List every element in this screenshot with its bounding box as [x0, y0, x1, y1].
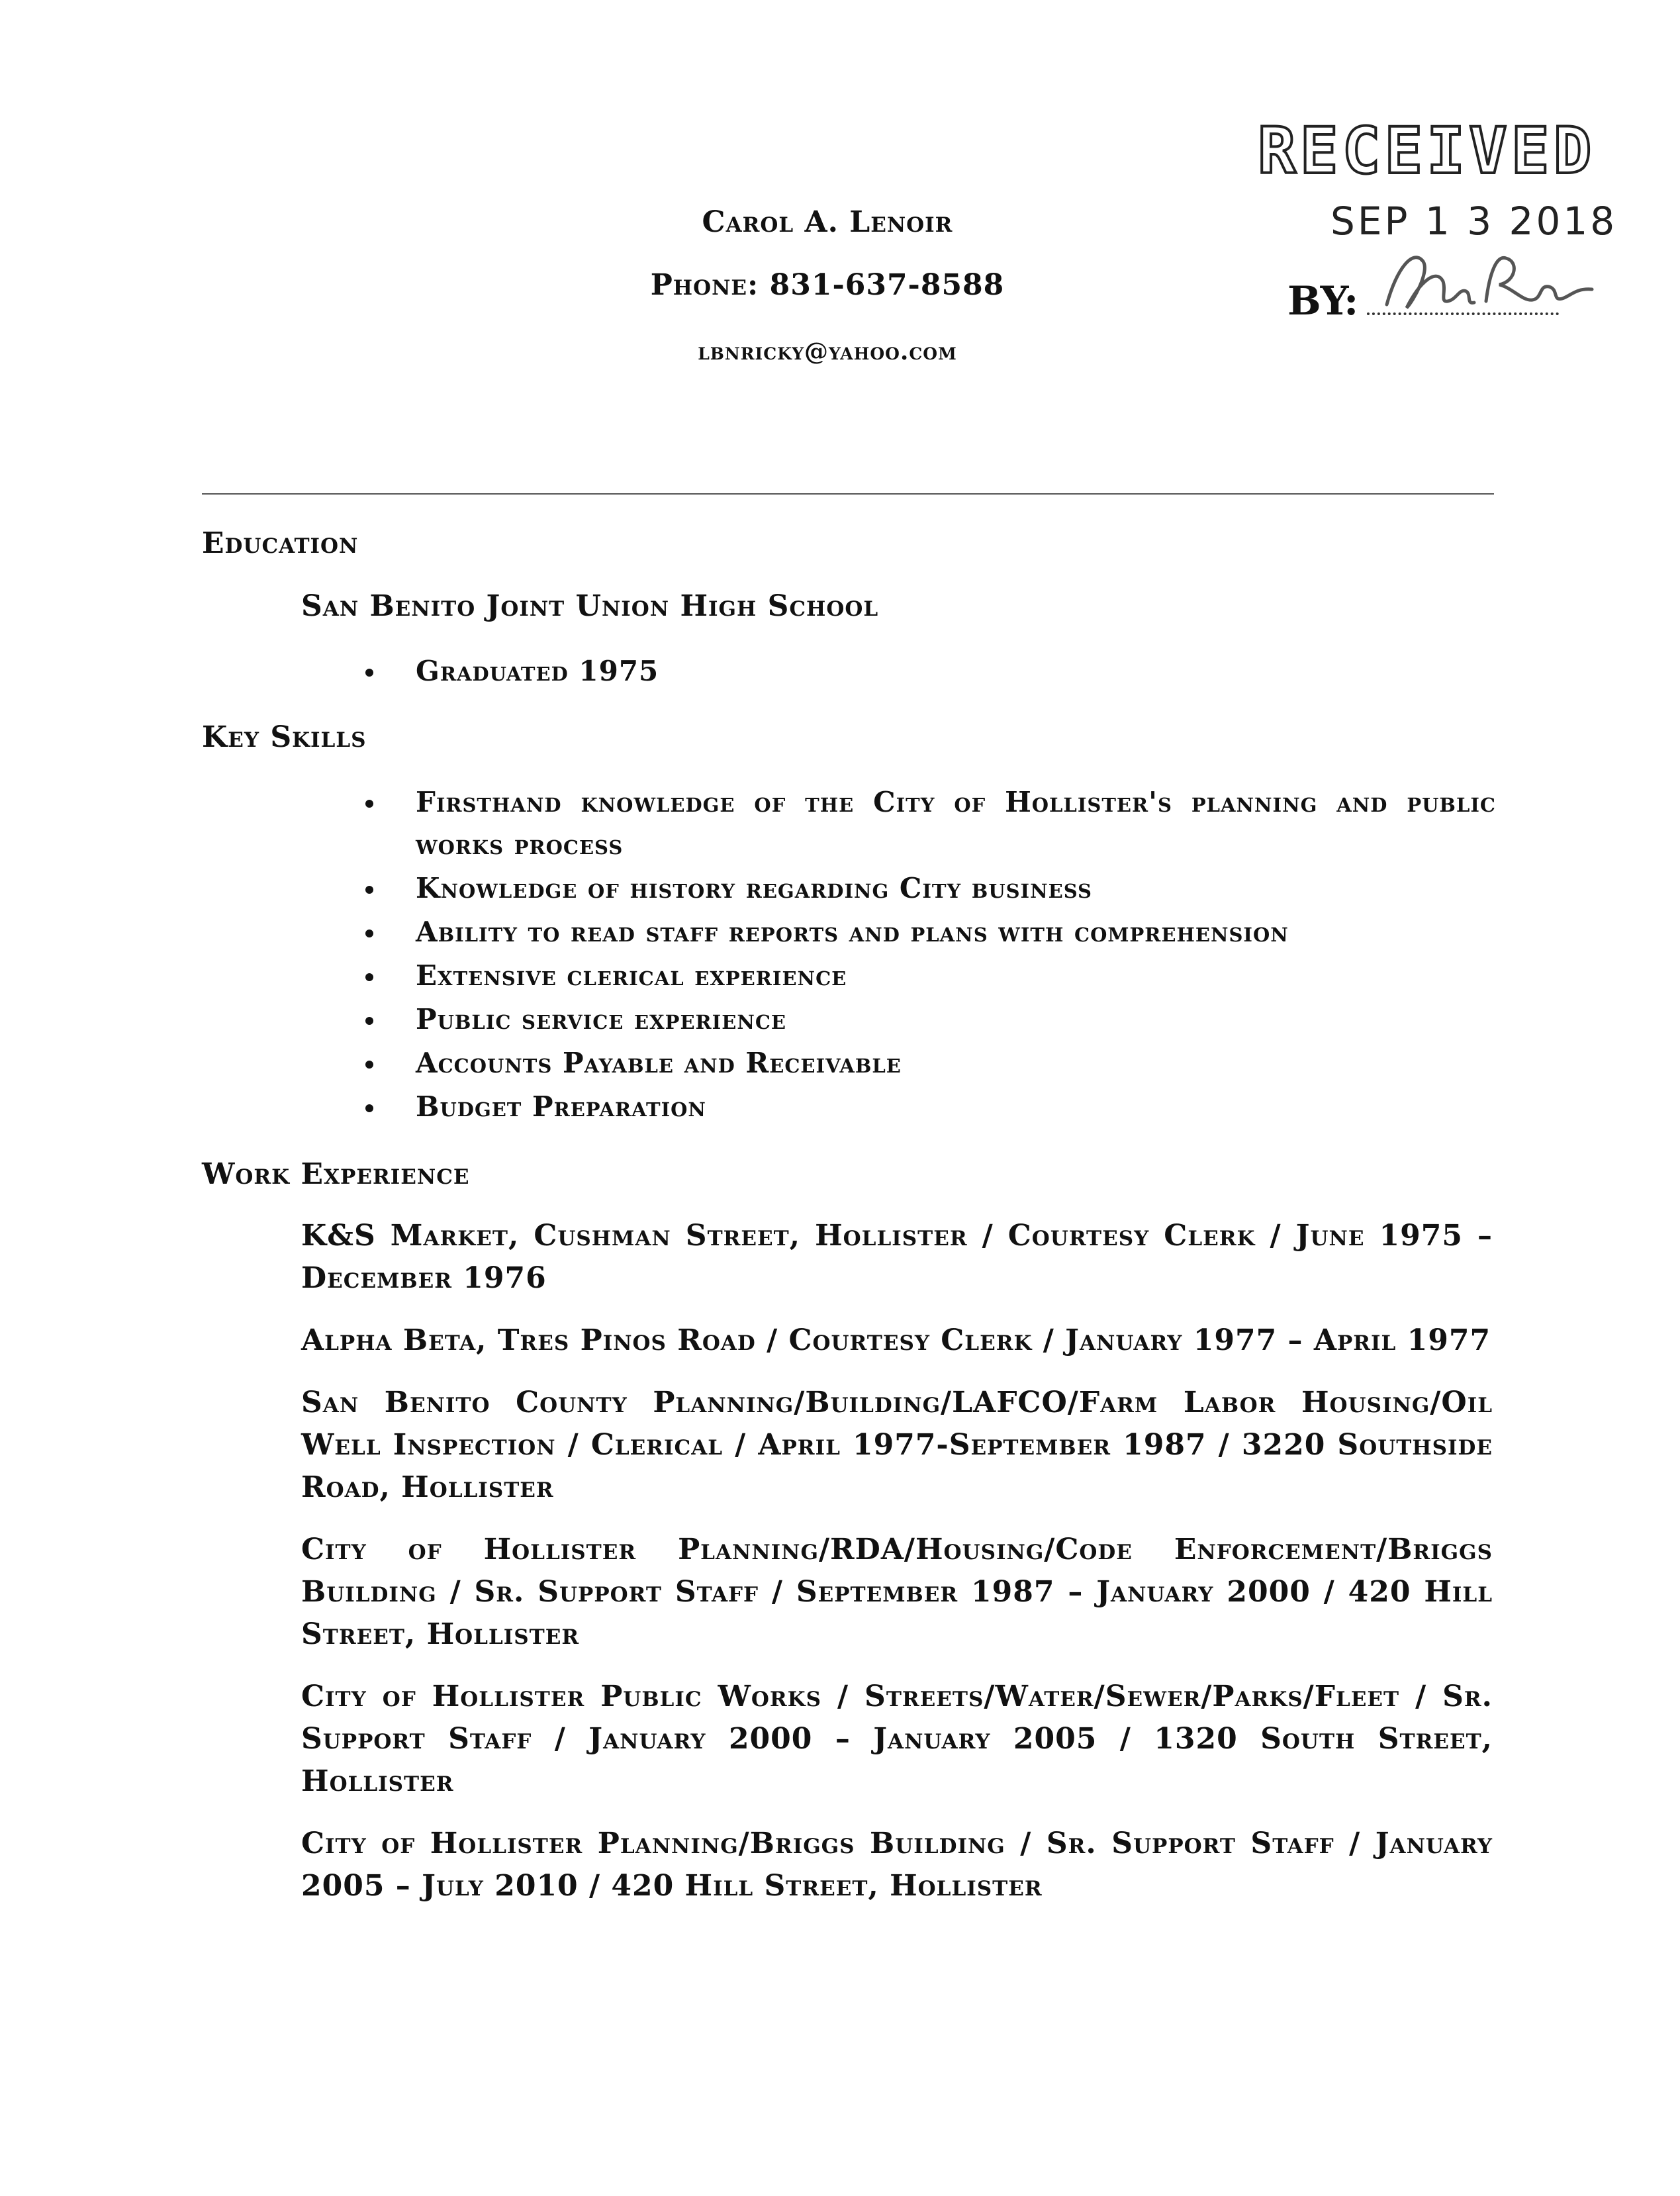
bullet-icon: [365, 1017, 373, 1025]
education-list: [357, 650, 1496, 694]
list-item: City of Hollister Planning/Briggs Building / Sr. Support Staff / January 2005 – July 2010 / 420 Hill Street, Hollister: [301, 1827, 1493, 1903]
education-school: San Benito Joint Union High School: [301, 589, 879, 623]
list-item: Alpha Beta, Tres Pinos Road / Courtesy Clerk / January 1977 – April 1977: [301, 1323, 1491, 1357]
list-item: Firsthand knowledge of the City of Hollister's planning and public works process: [357, 781, 1496, 866]
list-item: Knowledge of history regarding City business: [357, 867, 1496, 910]
work-experience-heading: Work Experience: [202, 1157, 470, 1191]
received-stamp: [1258, 114, 1618, 331]
bullet-icon: [365, 973, 373, 981]
bullet-icon: [365, 669, 373, 677]
bullet-icon: [365, 1104, 373, 1112]
received-stamp-date: SEP 1 3 2018: [1330, 199, 1618, 244]
bullet-icon: [365, 930, 373, 937]
applicant-email: lbnricky@yahoo.com: [698, 338, 957, 365]
list-item: Extensive clerical experience: [357, 955, 1496, 997]
list-item: Accounts Payable and Receivable: [357, 1042, 1496, 1084]
bullet-icon: [365, 800, 373, 808]
list-item: Budget Preparation: [357, 1086, 1496, 1128]
key-skills-list: [357, 781, 1496, 1129]
education-heading: Education: [202, 526, 359, 560]
header-divider: [202, 493, 1494, 495]
key-skills-heading: Key Skills: [202, 720, 367, 754]
list-item: K&S Market, Cushman Street, Hollister / Courtesy Clerk / June 1975 – December 1976: [301, 1219, 1493, 1295]
work-experience-list: [301, 1215, 1493, 1927]
handwritten-signature: [1374, 242, 1599, 321]
list-item: City of Hollister Planning/RDA/Housing/Code Enforcement/Briggs Building / Sr. Support Staff / September 1987 – January 2000 / 420 Hill Street, Hollister: [301, 1533, 1493, 1651]
applicant-name: Carol A. Lenoir: [702, 205, 953, 239]
bullet-icon: [365, 1061, 373, 1069]
list-item: San Benito County Planning/Building/LAFCO/Farm Labor Housing/Oil Well Inspection / Clerical / April 1977-September 1987 / 3220 Southside Road, Hollister: [301, 1386, 1493, 1504]
list-item: City of Hollister Public Works / Streets/Water/Sewer/Parks/Fleet / Sr. Support Staff / January 2000 – January 2005 / 1320 South Street, Hollister: [301, 1680, 1493, 1798]
list-item: Graduated 1975: [357, 650, 1496, 692]
list-item: Ability to read staff reports and plans with comprehension: [357, 911, 1496, 953]
received-stamp-word: RECEIVED: [1258, 114, 1596, 188]
received-stamp-by-label: BY:: [1287, 278, 1359, 324]
applicant-phone: Phone: 831-637-8588: [650, 268, 1005, 302]
list-item: Public service experience: [357, 998, 1496, 1041]
bullet-icon: [365, 886, 373, 894]
